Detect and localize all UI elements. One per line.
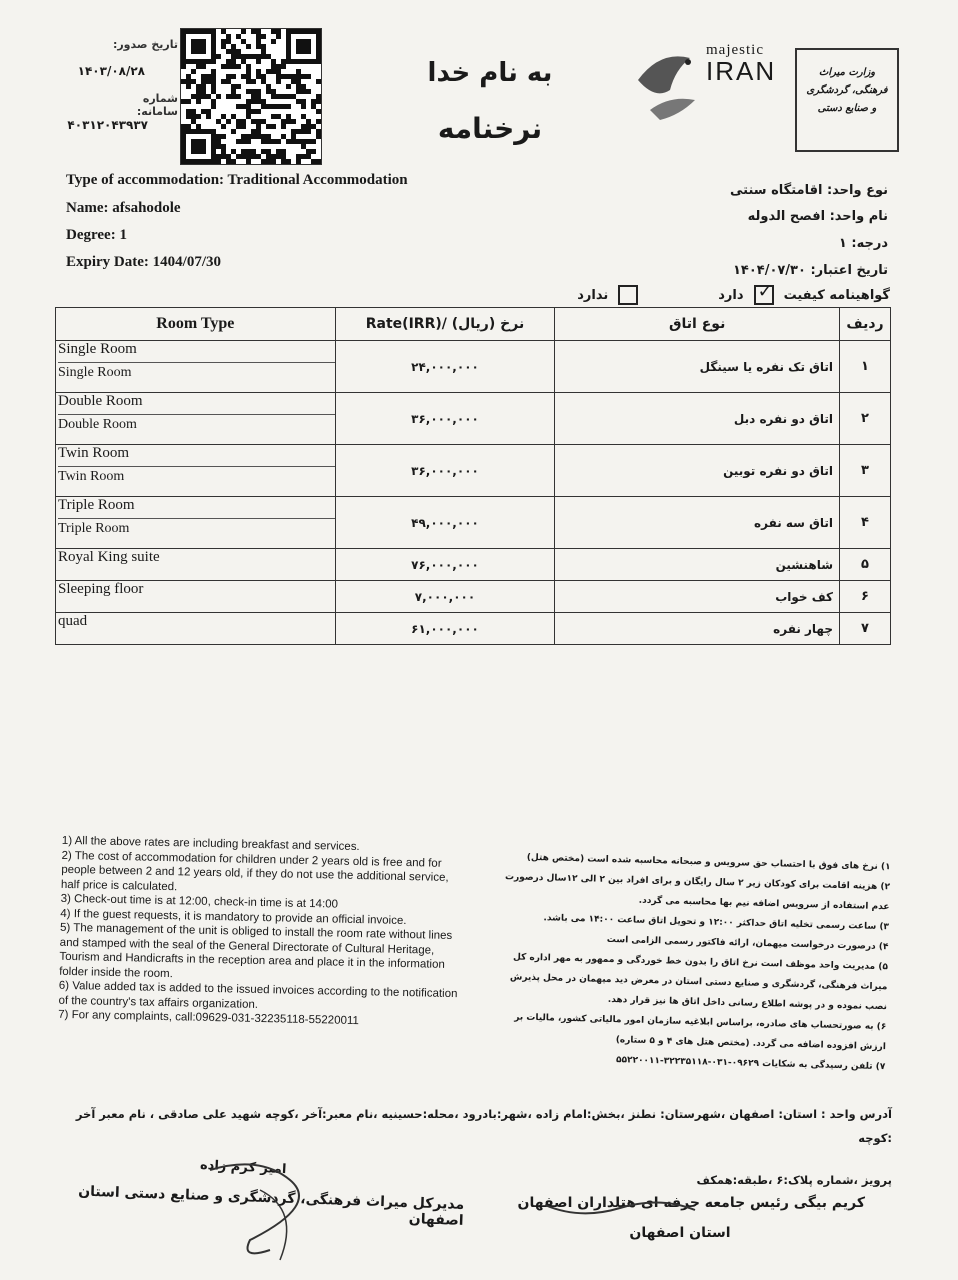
room-type-en — [56, 445, 336, 497]
qr-module — [256, 59, 261, 64]
header-room-type-fa: نوع اتاق — [555, 308, 840, 341]
room-type-en-label: Single Room — [58, 341, 137, 357]
note-en-item: 6) Value added tax is added to the issued invoices according to the notification of the country's tax affairs organization. — [58, 979, 458, 1011]
note-fa-item: ۱) نرخ های فوق با احتساب حق سرویس و صبحانه محاسبه شده است (مختص هتل) — [526, 852, 891, 873]
room-type-fa: اتاق تک نفره یا سینگل — [555, 341, 840, 393]
accommodation-type-en: Type of accommodation: Traditional Accommodation — [66, 172, 408, 188]
system-number-label: شماره سامانه: — [136, 92, 178, 118]
room-type-en-label: Royal King suite — [58, 549, 160, 565]
majestic-iran-logo — [630, 40, 780, 130]
room-type-en-label: Twin Room — [58, 445, 130, 461]
qr-module — [256, 109, 261, 114]
rates-table — [55, 307, 891, 645]
address-line-1: آدرس واحد : استان: اصفهان ،شهرستان: نطنز ،بخش:امام زاده ،شهر:بادرود ،محله:حسینیه ،نام معبر:آخر ،کوچه شهید علی صادقی ، نام معبر آخر :کوچه — [75, 1107, 892, 1145]
room-type-fa: اتاق سه نفره — [555, 497, 840, 549]
right-signature — [540, 1180, 700, 1230]
qr-module — [316, 59, 321, 64]
table-row — [56, 497, 891, 549]
has-not-checkbox[interactable] — [618, 285, 638, 305]
qr-module — [311, 149, 316, 154]
has-checkbox-checked[interactable] — [754, 281, 774, 305]
room-type-en — [56, 549, 336, 581]
quality-cert-label: گواهینامه کیفیت — [783, 287, 890, 303]
logo-brand-main: IRAN — [706, 56, 777, 86]
room-type-en — [56, 393, 336, 445]
qr-module — [246, 139, 251, 144]
qr-module — [251, 79, 256, 84]
qr-module — [236, 94, 241, 99]
qr-module — [306, 129, 311, 134]
room-type-en — [56, 613, 336, 645]
qr-module — [261, 34, 266, 39]
room-type-en-label: Sleeping floor — [58, 581, 144, 597]
qr-module — [246, 159, 251, 164]
system-number-value: ۴۰۳۱۲۰۴۳۹۳۷ — [67, 118, 148, 132]
issue-date-label: تاریخ صدور: — [112, 38, 178, 51]
row-number: ۳ — [840, 445, 891, 497]
qr-module — [231, 159, 236, 164]
note-fa-item: ۴) درصورت درخواست میهمان، ارائه فاکتور رسمی الزامی است — [606, 934, 889, 953]
left-signature — [200, 1150, 340, 1270]
qr-module — [236, 84, 241, 89]
expiry-date-en: Expiry Date: 1404/07/30 — [66, 254, 221, 270]
qr-module — [296, 159, 301, 164]
row-number: ۱ — [840, 341, 891, 393]
room-type-fa: کف خواب — [555, 581, 840, 613]
table-header-row — [56, 308, 891, 341]
address-line-2: پرویز ،شماره پلاک:۶ ،طبقه:همکف — [696, 1173, 892, 1187]
room-type-en — [56, 497, 336, 549]
has-label: دارد — [718, 287, 744, 303]
right-signer-place: استان اصفهان — [629, 1225, 731, 1241]
qr-module — [276, 79, 281, 84]
room-rate: ۷,۰۰۰,۰۰۰ — [335, 581, 555, 613]
room-type-en-sub: Triple Room — [58, 518, 335, 537]
qr-module — [236, 64, 241, 69]
qr-module — [186, 99, 191, 104]
table-row — [56, 393, 891, 445]
qr-module — [291, 119, 296, 124]
address-block — [68, 1102, 892, 1192]
qr-module — [306, 49, 311, 54]
row-number: ۲ — [840, 393, 891, 445]
room-rate: ۶۱,۰۰۰,۰۰۰ — [335, 613, 555, 645]
room-type-en — [56, 581, 336, 613]
header-row-number: ردیف — [840, 308, 891, 341]
qr-module — [286, 159, 291, 164]
qr-module — [196, 99, 201, 104]
qr-module — [316, 119, 321, 124]
unit-name-en: Name: afsahodole — [66, 200, 181, 216]
table-row — [56, 445, 891, 497]
document-title: نرخنامه — [437, 112, 543, 145]
qr-module — [186, 84, 191, 89]
header-rate: Rate(IRR)/ (ریال) نرخ — [335, 308, 555, 341]
right-signer-title: کریم بیگی رئیس جامعه حرفه ای هتلداران اصفهان — [517, 1195, 865, 1211]
room-type-en — [56, 341, 336, 393]
qr-module — [216, 54, 221, 59]
accommodation-type-fa: نوع واحد: اقامتگاه سنتی — [730, 183, 888, 198]
qr-module — [216, 94, 221, 99]
qr-module — [211, 104, 216, 109]
qr-module — [271, 159, 276, 164]
document-heading: به نام خدا — [427, 58, 553, 88]
note-en-item: 7) For any complaints, call:09629-031-32235118-55220011 — [58, 1008, 359, 1028]
qr-module — [201, 149, 206, 154]
qr-module — [276, 34, 281, 39]
qr-module — [286, 104, 291, 109]
qr-module — [306, 89, 311, 94]
note-fa-item: ۶) به صورتحساب های صادره، براساس ابلاغیه سازمان امور مالیاتی کشور، مالیات بر ارزش افزوده اضافه می گردد. (مختص هتل های ۴ و ۵ ستاره) — [514, 1012, 887, 1053]
note-en-item: 3) Check-out time is at 12:00, check-in time is at 14:00 — [60, 892, 339, 911]
qr-module — [221, 134, 226, 139]
row-number: ۶ — [840, 581, 891, 613]
qr-module — [271, 39, 276, 44]
qr-module — [201, 64, 206, 69]
qr-module — [281, 64, 286, 69]
note-en-item: 5) The management of the unit is obliged to install the room rate without lines and stamped with the seal of the General Directorate of Cultural Heritage, Tourism and Handicrafts in the reception area and place it in the information folder inside the room. — [59, 921, 453, 980]
qr-module — [316, 159, 321, 164]
qr-module — [216, 159, 221, 164]
row-number: ۵ — [840, 549, 891, 581]
qr-module — [311, 139, 316, 144]
room-type-fa: اتاق دو نفره دبل — [555, 393, 840, 445]
notes-english — [58, 834, 462, 1031]
qr-module — [316, 134, 321, 139]
ministry-seal — [795, 48, 899, 152]
row-number: ۴ — [840, 497, 891, 549]
room-rate: ۳۶,۰۰۰,۰۰۰ — [335, 393, 555, 445]
qr-module — [196, 114, 201, 119]
qr-module — [286, 84, 291, 89]
qr-module — [221, 124, 226, 129]
qr-code — [180, 28, 322, 165]
qr-module — [271, 124, 276, 129]
room-rate: ۳۶,۰۰۰,۰۰۰ — [335, 445, 555, 497]
qr-module — [316, 99, 321, 104]
room-type-fa: شاهنشین — [555, 549, 840, 581]
room-type-en-sub: Double Room — [58, 414, 335, 433]
check-icon: ✓ — [757, 281, 773, 302]
qr-module — [211, 59, 216, 64]
qr-module — [201, 49, 206, 54]
qr-module — [241, 29, 246, 34]
table-row — [56, 341, 891, 393]
note-en-item: 4) If the guest requests, it is mandatory to provide an official invoice. — [60, 907, 407, 927]
left-signer-title: مدیرکل میراث فرهنگی، گردشگری و صنایع دستی استان اصفهان — [77, 1183, 465, 1229]
unit-name-fa: نام واحد: افصح الدوله — [747, 209, 888, 224]
qr-module — [316, 79, 321, 84]
qr-module — [276, 139, 281, 144]
room-type-en-sub: Twin Room — [58, 466, 335, 485]
issue-date-value: ۱۴۰۳/۰۸/۲۸ — [77, 64, 145, 78]
note-fa-item: ۳) ساعت رسمی تخلیه اتاق حداکثر ۱۲:۰۰ و تحویل اتاق ساعت ۱۴:۰۰ می باشد. — [543, 913, 890, 933]
note-en-item: 1) All the above rates are including breakfast and services. — [61, 834, 360, 854]
logo-brand-top: majestic — [706, 42, 764, 58]
room-type-fa: اتاق دو نفره توبین — [555, 445, 840, 497]
room-type-en-sub: Single Room — [58, 362, 335, 381]
room-rate: ۷۶,۰۰۰,۰۰۰ — [335, 549, 555, 581]
qr-module — [246, 44, 251, 49]
qr-module — [316, 109, 321, 114]
qr-module — [231, 129, 236, 134]
expiry-date-fa: تاریخ اعتبار: ۱۴۰۴/۰۷/۳۰ — [732, 263, 888, 278]
room-type-en-label: quad — [58, 613, 88, 629]
room-type-en-label: Double Room — [58, 393, 143, 409]
quality-certificate-row — [577, 281, 890, 305]
room-type-fa: چهار نفره — [555, 613, 840, 645]
qr-module — [206, 114, 211, 119]
room-rate: ۲۴,۰۰۰,۰۰۰ — [335, 341, 555, 393]
note-fa-item: ۵) مدیریت واحد موظف است نرخ اتاق را بدون خط خوردگی و ممهور به مهر اداره کل میراث فرهنگی، گردشگری و صنایع دستی استان در معرض دید میهمان در محل پذیرش نصب نموده و در پوشه اطلاع رسانی داخل اتاق ها نیز قرار دهد. — [509, 952, 889, 1013]
notes-persian — [485, 847, 891, 1077]
qr-module — [191, 69, 196, 74]
degree-en: Degree: 1 — [66, 227, 127, 243]
qr-module — [306, 74, 311, 79]
qr-module — [231, 74, 236, 79]
qr-module — [226, 119, 231, 124]
room-type-en-label: Triple Room — [58, 497, 135, 513]
left-signer-name: امیر کرم زاده — [199, 1157, 287, 1178]
room-rate: ۴۹,۰۰۰,۰۰۰ — [335, 497, 555, 549]
table-row — [56, 613, 891, 645]
degree-fa: درجه: ۱ — [838, 236, 888, 251]
has-not-label: ندارد — [577, 287, 609, 303]
table-row — [56, 549, 891, 581]
note-fa-item: ۷) تلفن رسیدگی به شکایات ۰۹۶۲۹-۰۳۱-۳۲۲۳۵۱۱۸-۵۵۲۲۰۰۱۱ — [615, 1055, 886, 1073]
note-en-item: 2) The cost of accommodation for children under 2 years old is free and for people between 2 and 12 years old, if they do not use the additional service, half price is calculated. — [60, 849, 449, 893]
ministry-seal-text: وزارت میراث فرهنگی، گردشگری و صنایع دستی — [806, 67, 888, 114]
qr-module — [301, 104, 306, 109]
qr-module — [281, 124, 286, 129]
qr-module — [241, 124, 246, 129]
header-room-type: Room Type — [56, 308, 336, 341]
table-row — [56, 581, 891, 613]
row-number: ۷ — [840, 613, 891, 645]
qr-module — [181, 64, 186, 69]
note-fa-item: ۲) هزینه اقامت برای کودکان زیر ۲ سال رایگان و برای افراد بین ۲ الی ۱۲سال درصورت عدم استفاده از سرویس اضافه نیم بها محاسبه می گردد. — [504, 872, 891, 913]
